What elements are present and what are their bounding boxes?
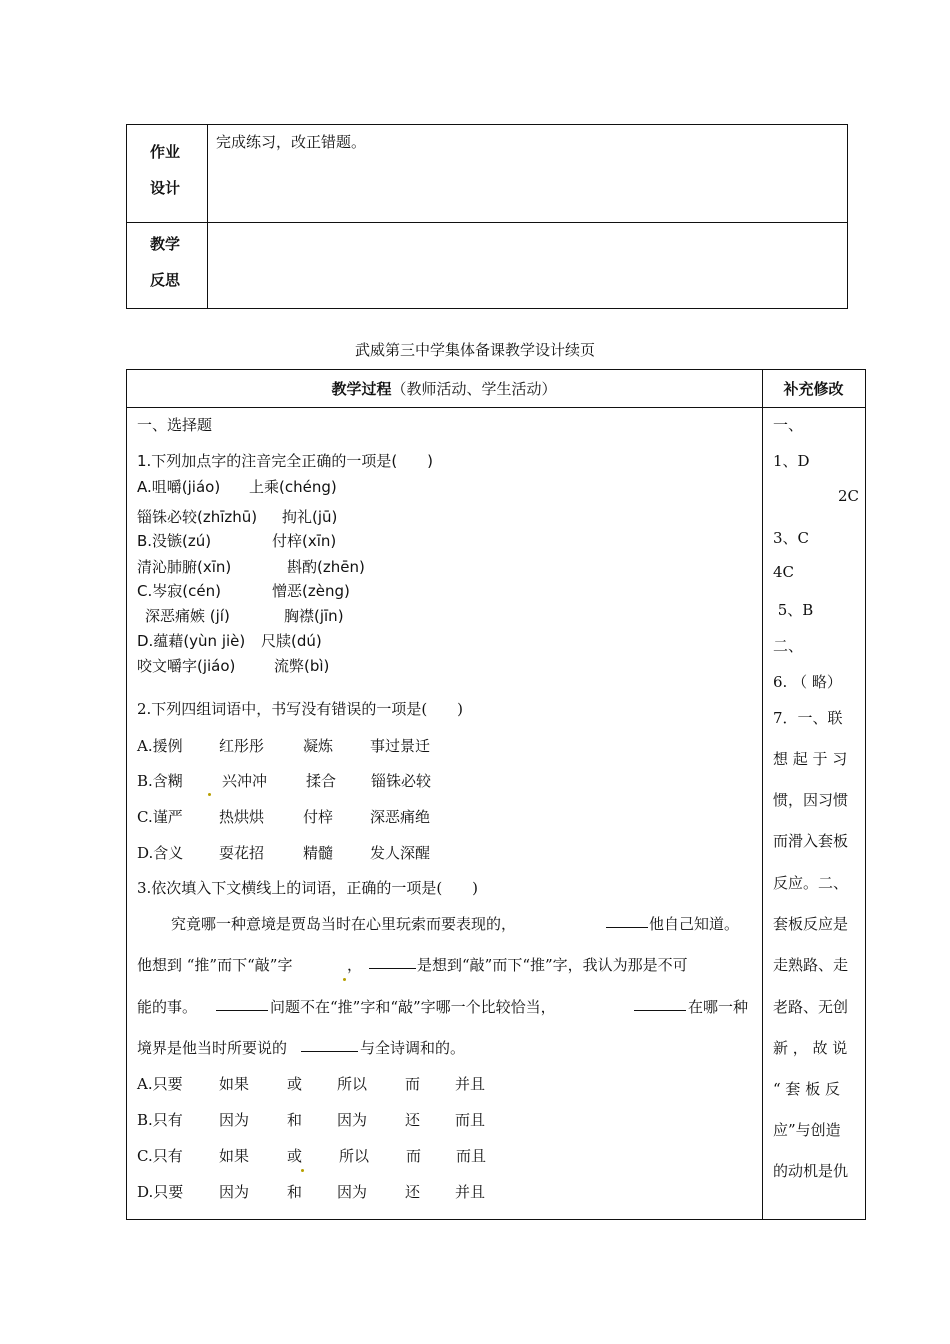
option-text: C.只有 <box>137 1147 183 1165</box>
option-text: 锱铢必较 <box>371 772 432 790</box>
option-text: 热烘烘 <box>219 808 265 826</box>
side-note: 套板反应是 <box>773 915 849 933</box>
table-border <box>847 124 848 309</box>
reflection-label: 教学 <box>150 235 181 253</box>
emphasis-dot <box>208 782 211 800</box>
option-text: 憎恶(zèng) <box>272 582 350 600</box>
option-text: D.只要 <box>137 1183 184 1201</box>
option-text: 红彤彤 <box>219 737 265 755</box>
answer-blank[interactable] <box>301 1037 358 1056</box>
emphasis-dot <box>343 967 346 985</box>
reflection-label: 反思 <box>150 271 181 289</box>
option-text: 或 <box>287 1147 303 1165</box>
option-text: 胸襟(jīn) <box>284 607 344 625</box>
question-1-stem: 1.下列加点字的注音完全正确的一项是( ) <box>137 452 434 470</box>
table-border <box>126 124 848 125</box>
side-note: 4C <box>773 563 795 581</box>
option-text: C.谨严 <box>137 808 183 826</box>
option-text: B.只有 <box>137 1111 183 1129</box>
table-border <box>126 1219 866 1220</box>
option-text: 上乘(chéng) <box>249 478 337 496</box>
option-text: 揉合 <box>306 772 337 790</box>
option-text: 还 <box>405 1111 421 1129</box>
option-text: 锱铢必较(zhīzhū) <box>137 508 258 526</box>
side-note: 想 起 于 习 <box>773 750 848 768</box>
header-bold: 教学过程 <box>331 380 392 398</box>
option-text: 或 <box>287 1075 303 1093</box>
option-text: 因为 <box>337 1183 368 1201</box>
section-title: 一、选择题 <box>137 416 213 434</box>
option-text: 尺牍(dú) <box>261 632 322 650</box>
option-text: 而 <box>406 1147 422 1165</box>
table-border <box>762 369 763 1220</box>
side-note: 应”与创造 <box>773 1121 841 1139</box>
option-text: 兴冲冲 <box>222 772 268 790</box>
question-2-stem: 2.下列四组词语中，书写没有错误的一项是( ) <box>137 700 464 718</box>
passage-text: 问题不在“推”字和“敲”字哪一个比较恰当， <box>270 998 556 1016</box>
passage-text: 与全诗调和的。 <box>360 1039 466 1057</box>
side-note: 新 ， 故 说 <box>773 1039 848 1057</box>
option-text: 深恶痛绝 <box>370 808 431 826</box>
option-text: 清沁肺腑(xīn) <box>137 558 232 576</box>
side-note: 3、C <box>773 529 810 547</box>
option-text: 而且 <box>456 1147 487 1165</box>
side-note: 6. （ 略） <box>773 673 842 691</box>
option-text: 付梓 <box>303 808 334 826</box>
passage-text: ， <box>347 956 363 974</box>
header-teaching-process <box>126 378 762 399</box>
option-text: 所以 <box>337 1075 368 1093</box>
header-revisions: 补充修改 <box>783 380 844 398</box>
emphasis-dot <box>301 1158 304 1176</box>
answer-blank[interactable] <box>606 913 648 932</box>
option-text: A.只要 <box>137 1075 183 1093</box>
side-note: 二、 <box>773 637 804 655</box>
passage-text: 他自己知道。 <box>649 915 740 933</box>
passage-text: 是想到“敲”而下“推”字，我认为那是不可 <box>417 956 688 974</box>
table-border <box>865 369 866 1220</box>
option-text: A.援例 <box>137 737 183 755</box>
option-text: 而且 <box>455 1111 486 1129</box>
homework-label: 作业 <box>150 143 181 161</box>
side-note: 1、D <box>773 452 810 470</box>
passage-text: 他想到 “推”而下“敲”字 <box>137 956 293 974</box>
option-text: B.含糊 <box>137 772 183 790</box>
answer-blank[interactable] <box>216 996 268 1015</box>
table-border <box>126 124 127 309</box>
question-3-stem: 3.依次填入下文横线上的词语，正确的一项是( ) <box>137 879 479 897</box>
table-border <box>207 124 208 309</box>
side-note: 而滑入套板 <box>773 832 849 850</box>
option-text: 因为 <box>219 1111 250 1129</box>
option-text: 和 <box>287 1111 303 1129</box>
option-text: 因为 <box>337 1111 368 1129</box>
side-note: 惯，因习惯 <box>773 791 849 809</box>
option-text: 和 <box>287 1183 303 1201</box>
table-border <box>126 308 848 309</box>
option-text: 斟酌(zhēn) <box>287 558 365 576</box>
option-text: 并且 <box>455 1075 486 1093</box>
option-text: 深恶痛嫉 (jí) <box>145 607 230 625</box>
option-text: 精髓 <box>303 844 334 862</box>
option-text: 并且 <box>455 1183 486 1201</box>
option-text: D.蕴藉(yùn jiè) <box>137 632 246 650</box>
option-text: 付梓(xīn) <box>272 532 337 550</box>
passage-text: 境界是他当时所要说的 <box>137 1039 288 1057</box>
option-text: 而 <box>405 1075 421 1093</box>
option-text: 因为 <box>219 1183 250 1201</box>
option-text: 拘礼(jū) <box>282 508 338 526</box>
option-text: 发人深醒 <box>370 844 431 862</box>
passage-text: 在哪一种 <box>688 998 749 1016</box>
option-text: 凝炼 <box>303 737 334 755</box>
option-text: 如果 <box>219 1075 250 1093</box>
passage-text: 能的事。 <box>137 998 198 1016</box>
page-title: 武威第三中学集体备课教学设计续页 <box>354 341 595 359</box>
homework-content: 完成练习，改正错题。 <box>216 133 367 151</box>
side-note: 5、B <box>773 601 814 619</box>
answer-blank[interactable] <box>634 996 686 1015</box>
side-note: 走熟路、走 <box>773 956 849 974</box>
table-border <box>126 222 848 223</box>
option-text: 如果 <box>219 1147 250 1165</box>
side-note: “ 套 板 反 <box>773 1080 840 1098</box>
table-border <box>126 369 866 370</box>
side-note: 7．一、联 <box>773 709 843 727</box>
option-text: A.咀嚼(jiáo) <box>137 478 221 496</box>
option-text: 事过景迁 <box>370 737 431 755</box>
side-note: 反应。二、 <box>773 874 849 892</box>
side-note: 老路、无创 <box>773 998 849 1016</box>
option-text: B.没镞(zú) <box>137 532 212 550</box>
table-border <box>126 369 127 1220</box>
side-note: 的动机是仇 <box>773 1162 849 1180</box>
homework-label: 设计 <box>150 179 181 197</box>
option-text: 所以 <box>339 1147 370 1165</box>
option-text: C.岑寂(cén) <box>137 582 221 600</box>
answer-blank[interactable] <box>369 954 416 973</box>
option-text: 咬文嚼字(jiáo) <box>137 657 236 675</box>
option-text: 流弊(bì) <box>274 657 330 675</box>
option-text: 耍花招 <box>219 844 265 862</box>
side-note: 一、 <box>773 416 804 434</box>
header-rest: （教师活动、学生活动） <box>391 380 557 398</box>
passage-text: 究竟哪一种意境是贾岛当时在心里玩索而要表现的， <box>171 915 517 933</box>
option-text: D.含义 <box>137 844 184 862</box>
option-text: 还 <box>405 1183 421 1201</box>
table-border <box>126 407 866 408</box>
side-note: 2C <box>838 487 860 505</box>
